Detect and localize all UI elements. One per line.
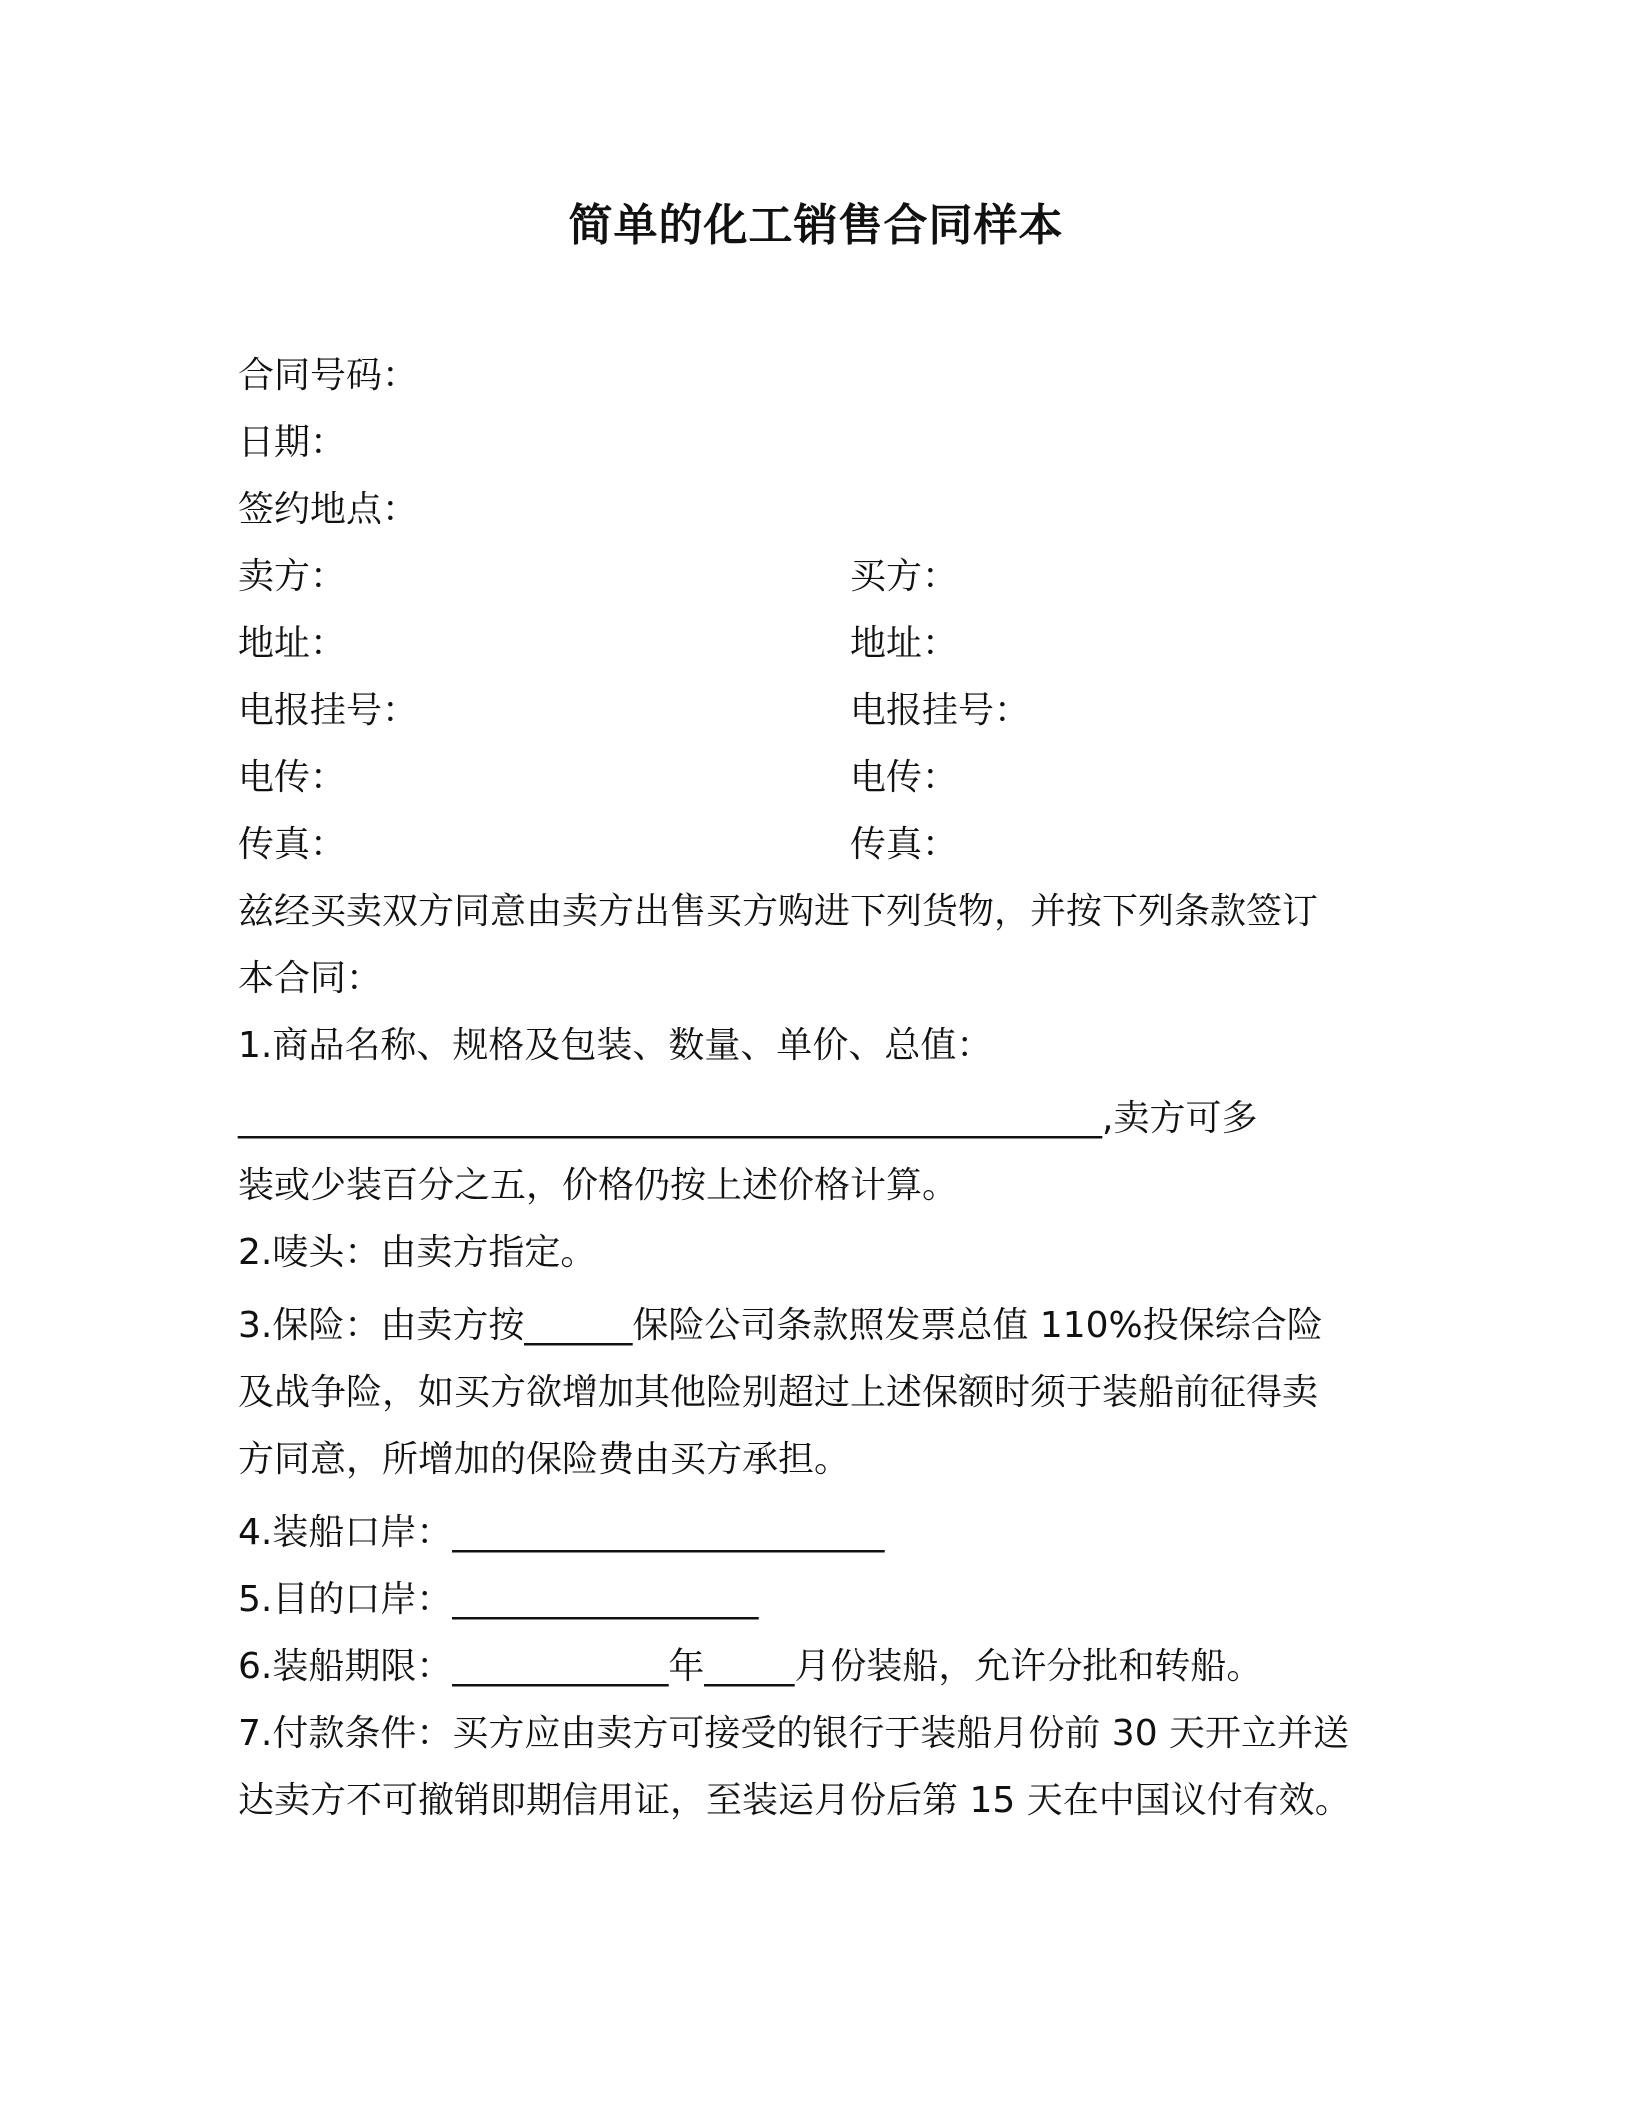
seller-cable-label: 电报挂号： bbox=[238, 690, 419, 731]
party-row-telex bbox=[238, 744, 1388, 811]
intro-paragraph bbox=[238, 878, 1388, 1012]
seller-label: 卖方： bbox=[238, 556, 347, 597]
clause-3-line: 3.保险：由卖方按______保险公司条款照发票总值 110%投保综合险 bbox=[238, 1305, 1323, 1346]
clause-3-line: 方同意，所增加的保险费由买方承担。 bbox=[238, 1439, 851, 1480]
buyer-fax-label: 传真： bbox=[850, 824, 959, 865]
clause-1-heading: 1.商品名称、规格及包装、数量、单价、总值： bbox=[238, 1025, 993, 1066]
clause-1-line: 装或少装百分之五，价格仍按上述价格计算。 bbox=[238, 1165, 959, 1206]
clause-4: 4.装船口岸：________________________ bbox=[238, 1512, 885, 1553]
party-row-fax bbox=[238, 811, 1388, 878]
buyer-address-label: 地址： bbox=[850, 623, 959, 664]
seller-telex-label: 电传： bbox=[238, 757, 347, 798]
document-body bbox=[238, 342, 1388, 1834]
clause-7 bbox=[238, 1700, 1388, 1834]
buyer-label: 买方： bbox=[850, 556, 959, 597]
clause-2: 2.唛头：由卖方指定。 bbox=[238, 1232, 597, 1273]
party-row-cable bbox=[238, 677, 1388, 744]
buyer-cable-label: 电报挂号： bbox=[850, 690, 1031, 731]
intro-line: 兹经买卖双方同意由卖方出售买方购进下列货物，并按下列条款签订 bbox=[238, 891, 1319, 932]
seller-fax-label: 传真： bbox=[238, 824, 347, 865]
contract-number-field: 合同号码： bbox=[238, 355, 419, 396]
clause-6: 6.装船期限：____________年_____月份装船，允许分批和转船。 bbox=[238, 1646, 1263, 1687]
party-row-address bbox=[238, 610, 1388, 677]
party-row-name bbox=[238, 543, 1388, 610]
clause-1 bbox=[238, 1012, 1388, 1219]
clause-1-line: ________________________________________________,卖方可多 bbox=[238, 1098, 1258, 1139]
clause-3 bbox=[238, 1292, 1388, 1493]
intro-line: 本合同： bbox=[238, 958, 383, 999]
clause-7-line: 达卖方不可撤销即期信用证，至装运月份后第 15 天在中国议付有效。 bbox=[238, 1780, 1351, 1821]
document-title: 简单的化工销售合同样本 bbox=[568, 200, 1064, 251]
date-field: 日期： bbox=[238, 422, 347, 463]
buyer-telex-label: 电传： bbox=[850, 757, 959, 798]
clause-3-line: 及战争险，如买方欲增加其他险别超过上述保额时须于装船前征得卖 bbox=[238, 1372, 1319, 1413]
clause-7-line: 7.付款条件：买方应由卖方可接受的银行于装船月份前 30 天开立并送 bbox=[238, 1713, 1350, 1754]
seller-address-label: 地址： bbox=[238, 623, 347, 664]
clause-5: 5.目的口岸：_________________ bbox=[238, 1579, 759, 1620]
signing-place-field: 签约地点： bbox=[238, 489, 419, 530]
